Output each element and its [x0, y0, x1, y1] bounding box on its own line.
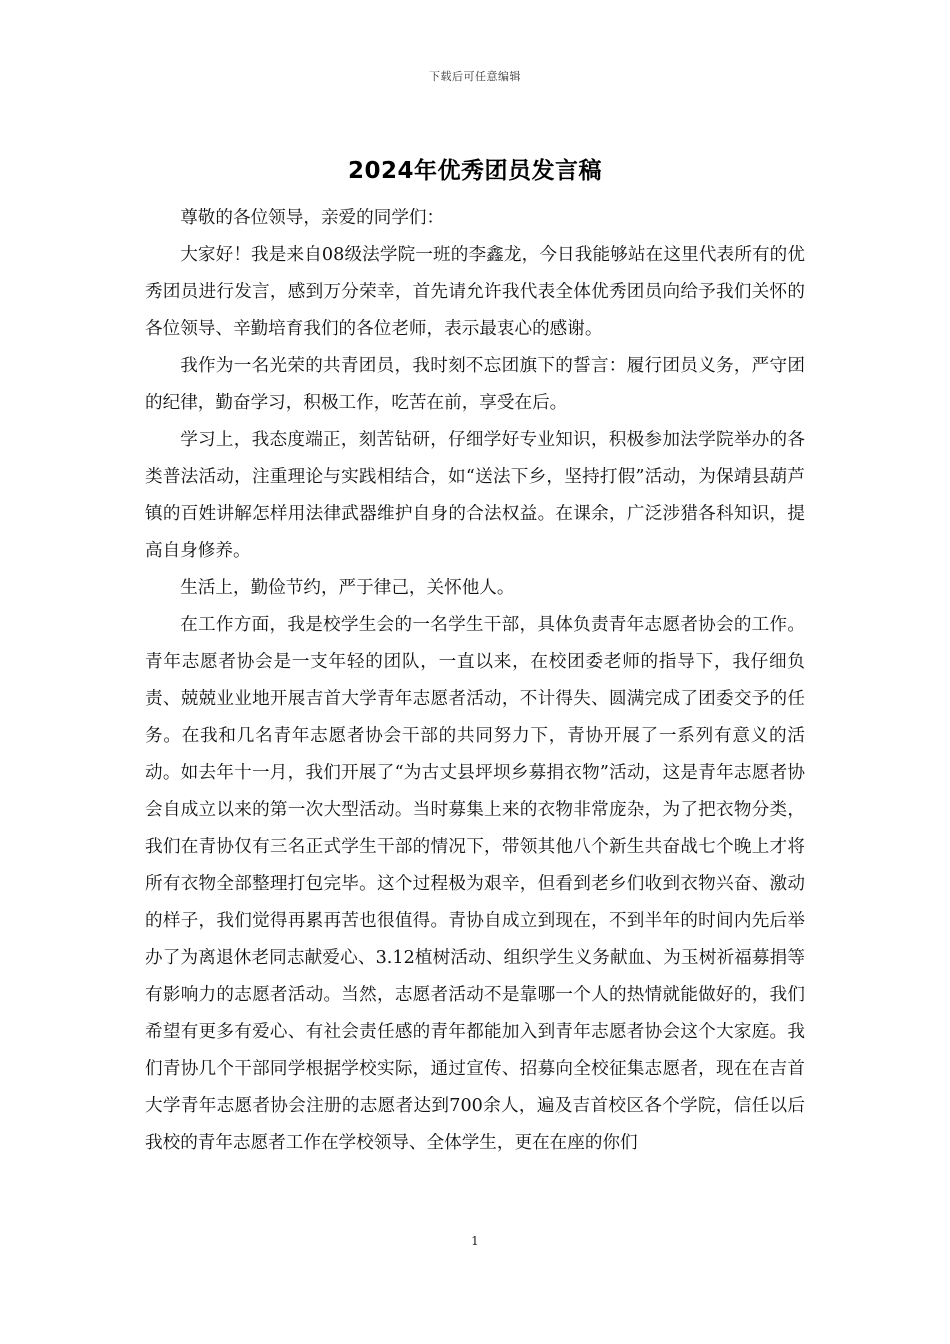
document-title: 2024年优秀团员发言稿	[347, 158, 602, 184]
header-note: 下载后可任意编辑	[429, 70, 521, 83]
paragraph-work: 在工作方面，我是校学生会的一名学生干部，具体负责青年志愿者协会的工作。青年志愿者协会是一支年轻的团队，一直以来，在校团委老师的指导下，我仔细负责、兢兢业业地开展吉首大学青年志愿者活动，不计得失、圆满完成了团委交予的任务。在我和几名青年志愿者协会干部的共同努力下，青协开展了一系列有意义的活动。如去年十一月，我们开展了“为古丈县坪坝乡募捐衣物”活动，这是青年志愿者协会自成立以来的第一次大型活动。当时募集上来的衣物非常庞杂，为了把衣物分类，我们在青协仅有三名正式学生干部的情况下，带领其他八个新生共奋战七个晚上才将所有衣物全部整理打包完毕。这个过程极为艰辛，但看到老乡们收到衣物兴奋、激动的样子，我们觉得再累再苦也很值得。青协自成立到现在，不到半年的时间内先后举办了为离退休老同志献爱心、3.12植树活动、组织学生义务献血、为玉树祈福募捐等有影响力的志愿者活动。当然，志愿者活动不是靠哪一个人的热情就能做好的，我们希望有更多有爱心、有社会责任感的青年都能加入到青年志愿者协会这个大家庭。我们青协几个干部同学根据学校实际，通过宣传、招募向全校征集志愿者，现在在吉首大学青年志愿者协会注册的志愿者达到700余人，遍及吉首校区各个学院，信任以后我校的青年志愿者工作在学校领导、全体学生，更在在座的你们	[145, 615, 805, 1153]
page-number: 1	[471, 1234, 479, 1248]
paragraph-study: 学习上，我态度端正，刻苦钻研，仔细学好专业知识，积极参加法学院举办的各类普法活动，注重理论与实践相结合，如“送法下乡，坚持打假”活动，为保靖县葫芦镇的百姓讲解怎样用法律武器维护自身的合法权益。在课余，广泛涉猎各科知识，提高自身修养。	[145, 430, 805, 561]
paragraph-life: 生活上，勤俭节约，严于律己，关怀他人。	[180, 578, 515, 598]
paragraph-oath: 我作为一名光荣的共青团员，我时刻不忘团旗下的誓言：履行团员义务，严守团的纪律，勤奋学习，积极工作，吃苦在前，享受在后。	[145, 356, 805, 413]
document-body	[145, 200, 805, 1162]
salutation-paragraph: 尊敬的各位领导，亲爱的同学们：	[180, 208, 445, 228]
paragraph-introduction: 大家好！我是来自08级法学院一班的李鑫龙，今日我能够站在这里代表所有的优秀团员进行发言，感到万分荣幸，首先请允许我代表全体优秀团员向给予我们关怀的各位领导、辛勤培育我们的各位老师，表示最衷心的感谢。	[145, 245, 805, 339]
